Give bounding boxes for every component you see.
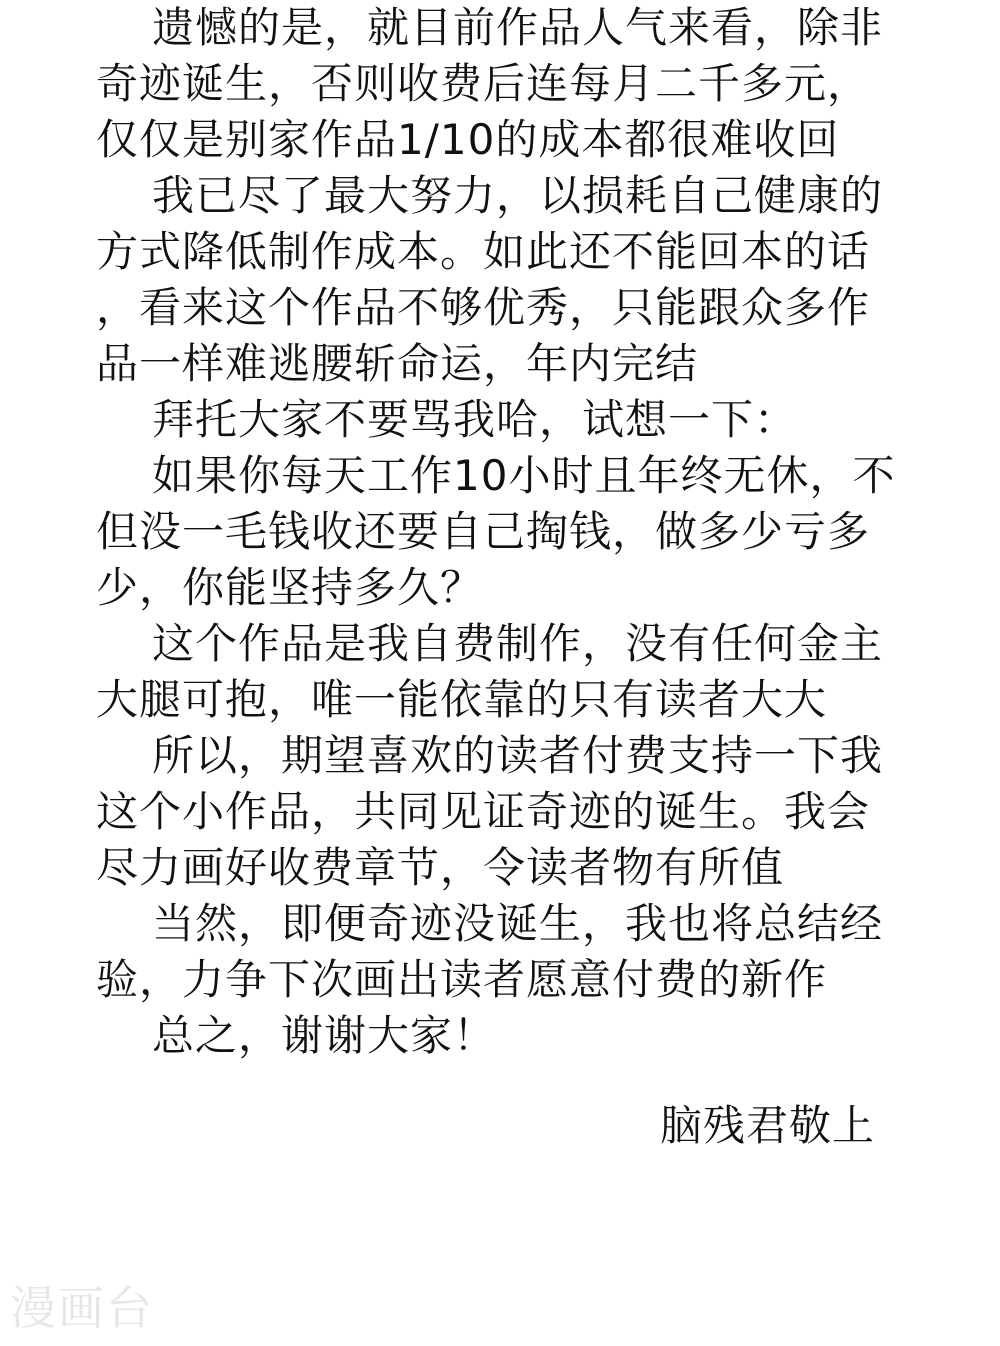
letter-line: 如果你每天工作10小时且年终无休，不	[152, 451, 896, 500]
letter-line: 少，你能坚持多久？	[96, 563, 484, 612]
letter-line: 验，力争下次画出读者愿意付费的新作	[96, 955, 828, 1004]
letter-line: 当然，即便奇迹没诞生，我也将总结经	[152, 899, 884, 948]
letter-line: ，看来这个作品不够优秀，只能跟众多作	[96, 283, 871, 332]
letter-line: 奇迹诞生，否则收费后连每月二千多元，	[96, 59, 871, 108]
letter-line: 品一样难逃腰斩命运，年内完结	[96, 339, 699, 388]
letter-line: 我已尽了最大努力，以损耗自己健康的	[152, 171, 884, 220]
letter-line: 这个小作品，共同见证奇迹的诞生。我会	[96, 787, 871, 836]
letter-line: 所以，期望喜欢的读者付费支持一下我	[152, 731, 884, 780]
letter-line: 总之，谢谢大家！	[152, 1011, 497, 1060]
letter-line: 方式降低制作成本。如此还不能回本的话	[96, 227, 871, 276]
letter-body	[96, 0, 916, 1064]
letter-line: 这个作品是我自费制作，没有任何金主	[152, 619, 884, 668]
watermark-logo: 漫画台	[10, 1281, 154, 1335]
letter-line: 拜托大家不要骂我哈，试想一下：	[152, 395, 798, 444]
letter-line: 仅仅是别家作品1/10的成本都很难收回	[96, 115, 840, 164]
signature: 脑残君敬上	[660, 1101, 876, 1150]
letter-line: 尽力画好收费章节，令读者物有所值	[96, 843, 785, 892]
letter-line: 遗憾的是，就目前作品人气来看，除非	[152, 3, 884, 52]
letter-line: 大腿可抱，唯一能依靠的只有读者大大	[96, 675, 828, 724]
letter-line: 但没一毛钱收还要自己掏钱，做多少亏多	[96, 507, 871, 556]
